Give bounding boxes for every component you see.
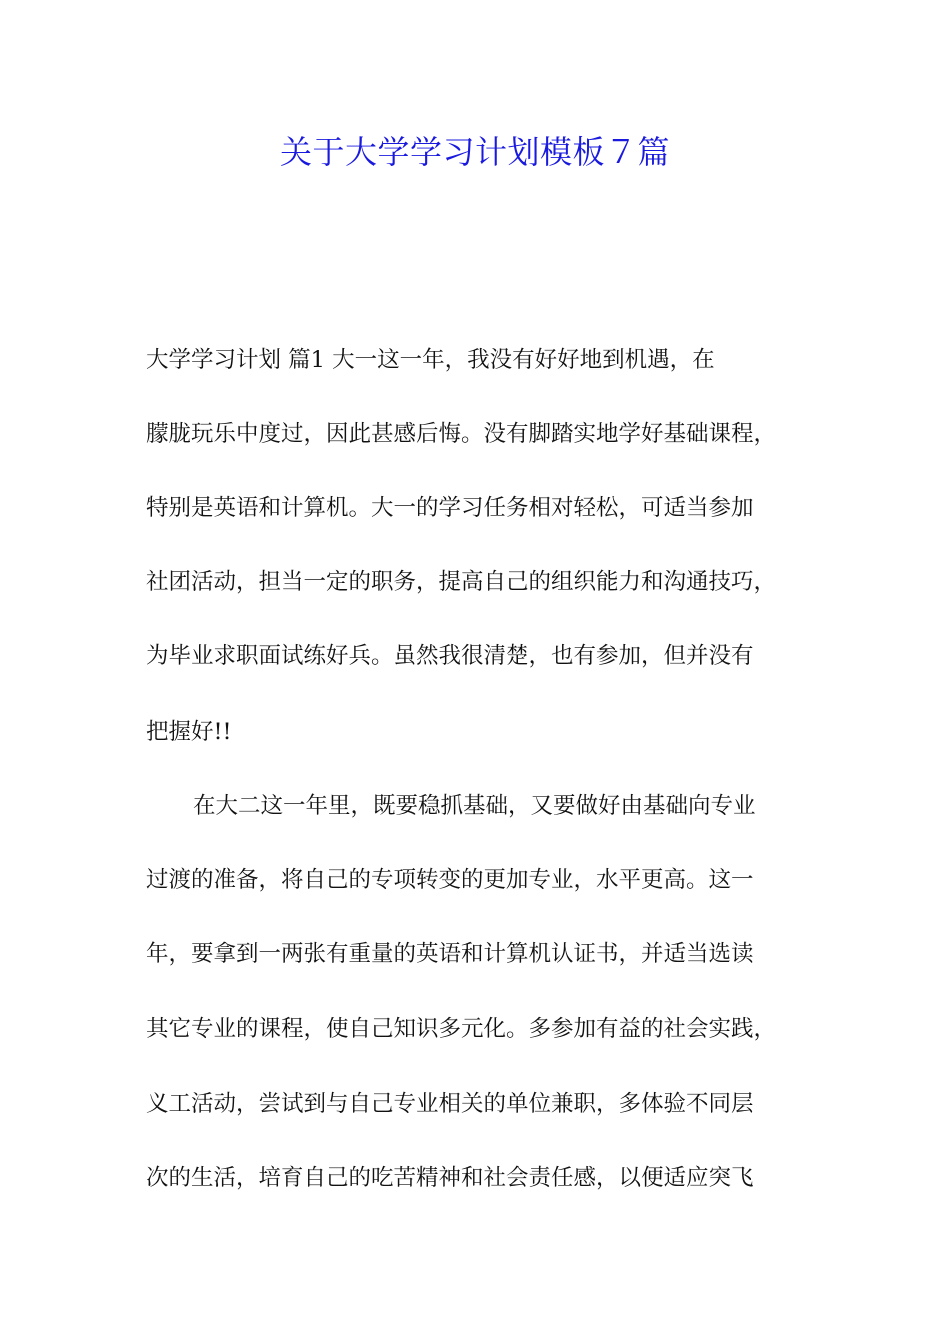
body-line-5: 为毕业求职面试练好兵。虽然我很清楚，也有参加，但并没有 (146, 643, 754, 669)
page-title: 关于大学学习计划模板７篇 (279, 133, 670, 171)
body-line-7: 在大二这一年里，既要稳抓基础，又要做好由基础向专业 (193, 793, 756, 819)
body-line-8: 过渡的准备，将自己的专项转变的更加专业，水平更高。这一 (146, 867, 754, 893)
body-line-10: 其它专业的课程，使自己知识多元化。多参加有益的社会实践， (146, 1016, 777, 1042)
body-line-6: 把握好!! (146, 719, 232, 745)
body-line-2: 朦胧玩乐中度过，因此甚感后悔。没有脚踏实地学好基础课程， (146, 421, 777, 447)
body-line-12: 次的生活，培育自己的吃苦精神和社会责任感，以便适应突飞 (146, 1165, 754, 1191)
body-line-4: 社团活动，担当一定的职务，提高自己的组织能力和沟通技巧， (146, 569, 777, 595)
body-line-11: 义工活动，尝试到与自己专业相关的单位兼职，多体验不同层 (146, 1091, 754, 1117)
body-line-9: 年，要拿到一两张有重量的英语和计算机认证书，并适当选读 (146, 941, 754, 967)
body-line-1: 大学学习计划 篇1 大一这一年，我没有好好地到机遇，在 (146, 347, 715, 373)
body-line-3: 特别是英语和计算机。大一的学习任务相对轻松，可适当参加 (146, 495, 754, 521)
